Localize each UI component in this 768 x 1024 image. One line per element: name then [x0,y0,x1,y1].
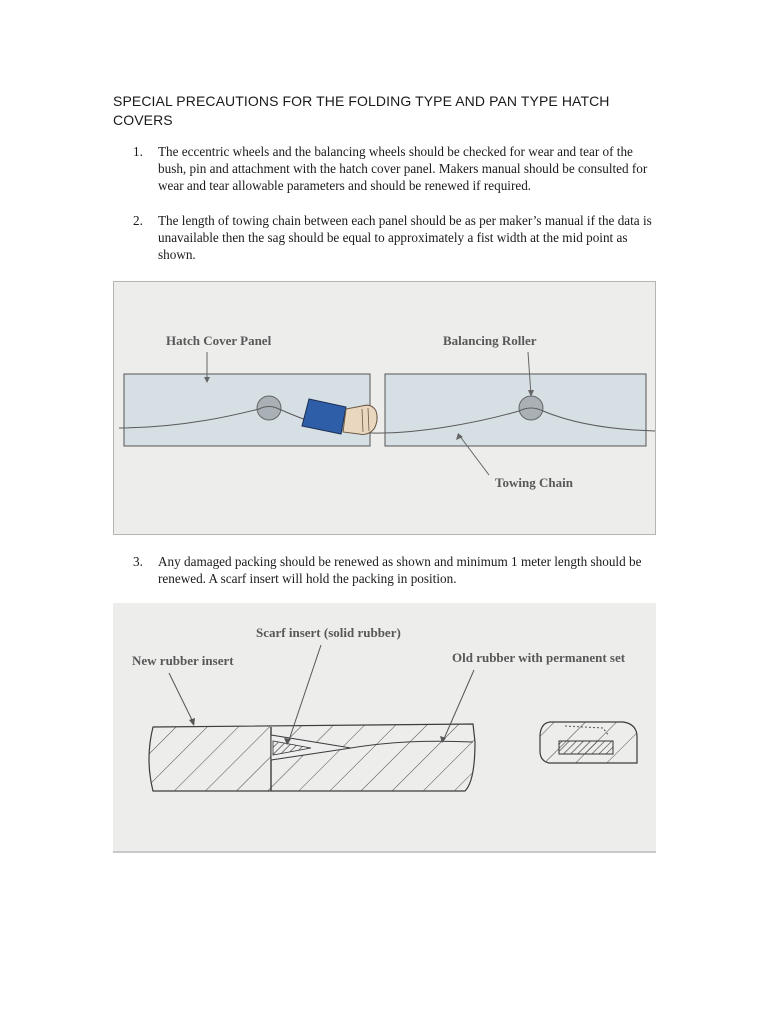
label-new-rubber-insert: New rubber insert [132,653,234,668]
hatch-cover-panel-right [385,374,646,446]
list-number: 2. [133,213,143,228]
list-number: 3. [133,554,143,569]
label-old-rubber: Old rubber with permanent set [452,650,626,665]
leader-new-rubber-insert [169,673,194,724]
packing-renewal-figure [113,603,656,853]
label-hatch-cover-panel: Hatch Cover Panel [166,333,272,348]
label-balancing-roller: Balancing Roller [443,333,537,348]
label-scarf-insert: Scarf insert (solid rubber) [256,625,401,640]
list-text: The length of towing chain between each panel should be as per maker’s manual if the data is unavailable then the sag should be equal to approximately a fist width at the mid point as shown. [158,213,652,262]
list-text: The eccentric wheels and the balancing wheels should be checked for wear and tear of the bush, pin and attachment with the hatch cover panel. Makers manual should be consulted for wear and tear allowable parameters and should be renewed if required. [158,144,648,193]
page-heading: SPECIAL PRECAUTIONS FOR THE FOLDING TYPE AND PAN TYPE HATCH COVERS [113,93,610,128]
towing-chain-figure [113,281,656,535]
label-towing-chain: Towing Chain [495,475,573,490]
list-text: Any damaged packing should be renewed as shown and minimum 1 meter length should be renewed. A scarf insert will hold the packing in position. [158,554,642,586]
list-number: 1. [133,144,143,159]
towing-chain-diagram [114,282,656,535]
packing-strip [149,724,475,791]
packing-cross-section [540,722,637,763]
packing-renewal-diagram [113,603,656,853]
